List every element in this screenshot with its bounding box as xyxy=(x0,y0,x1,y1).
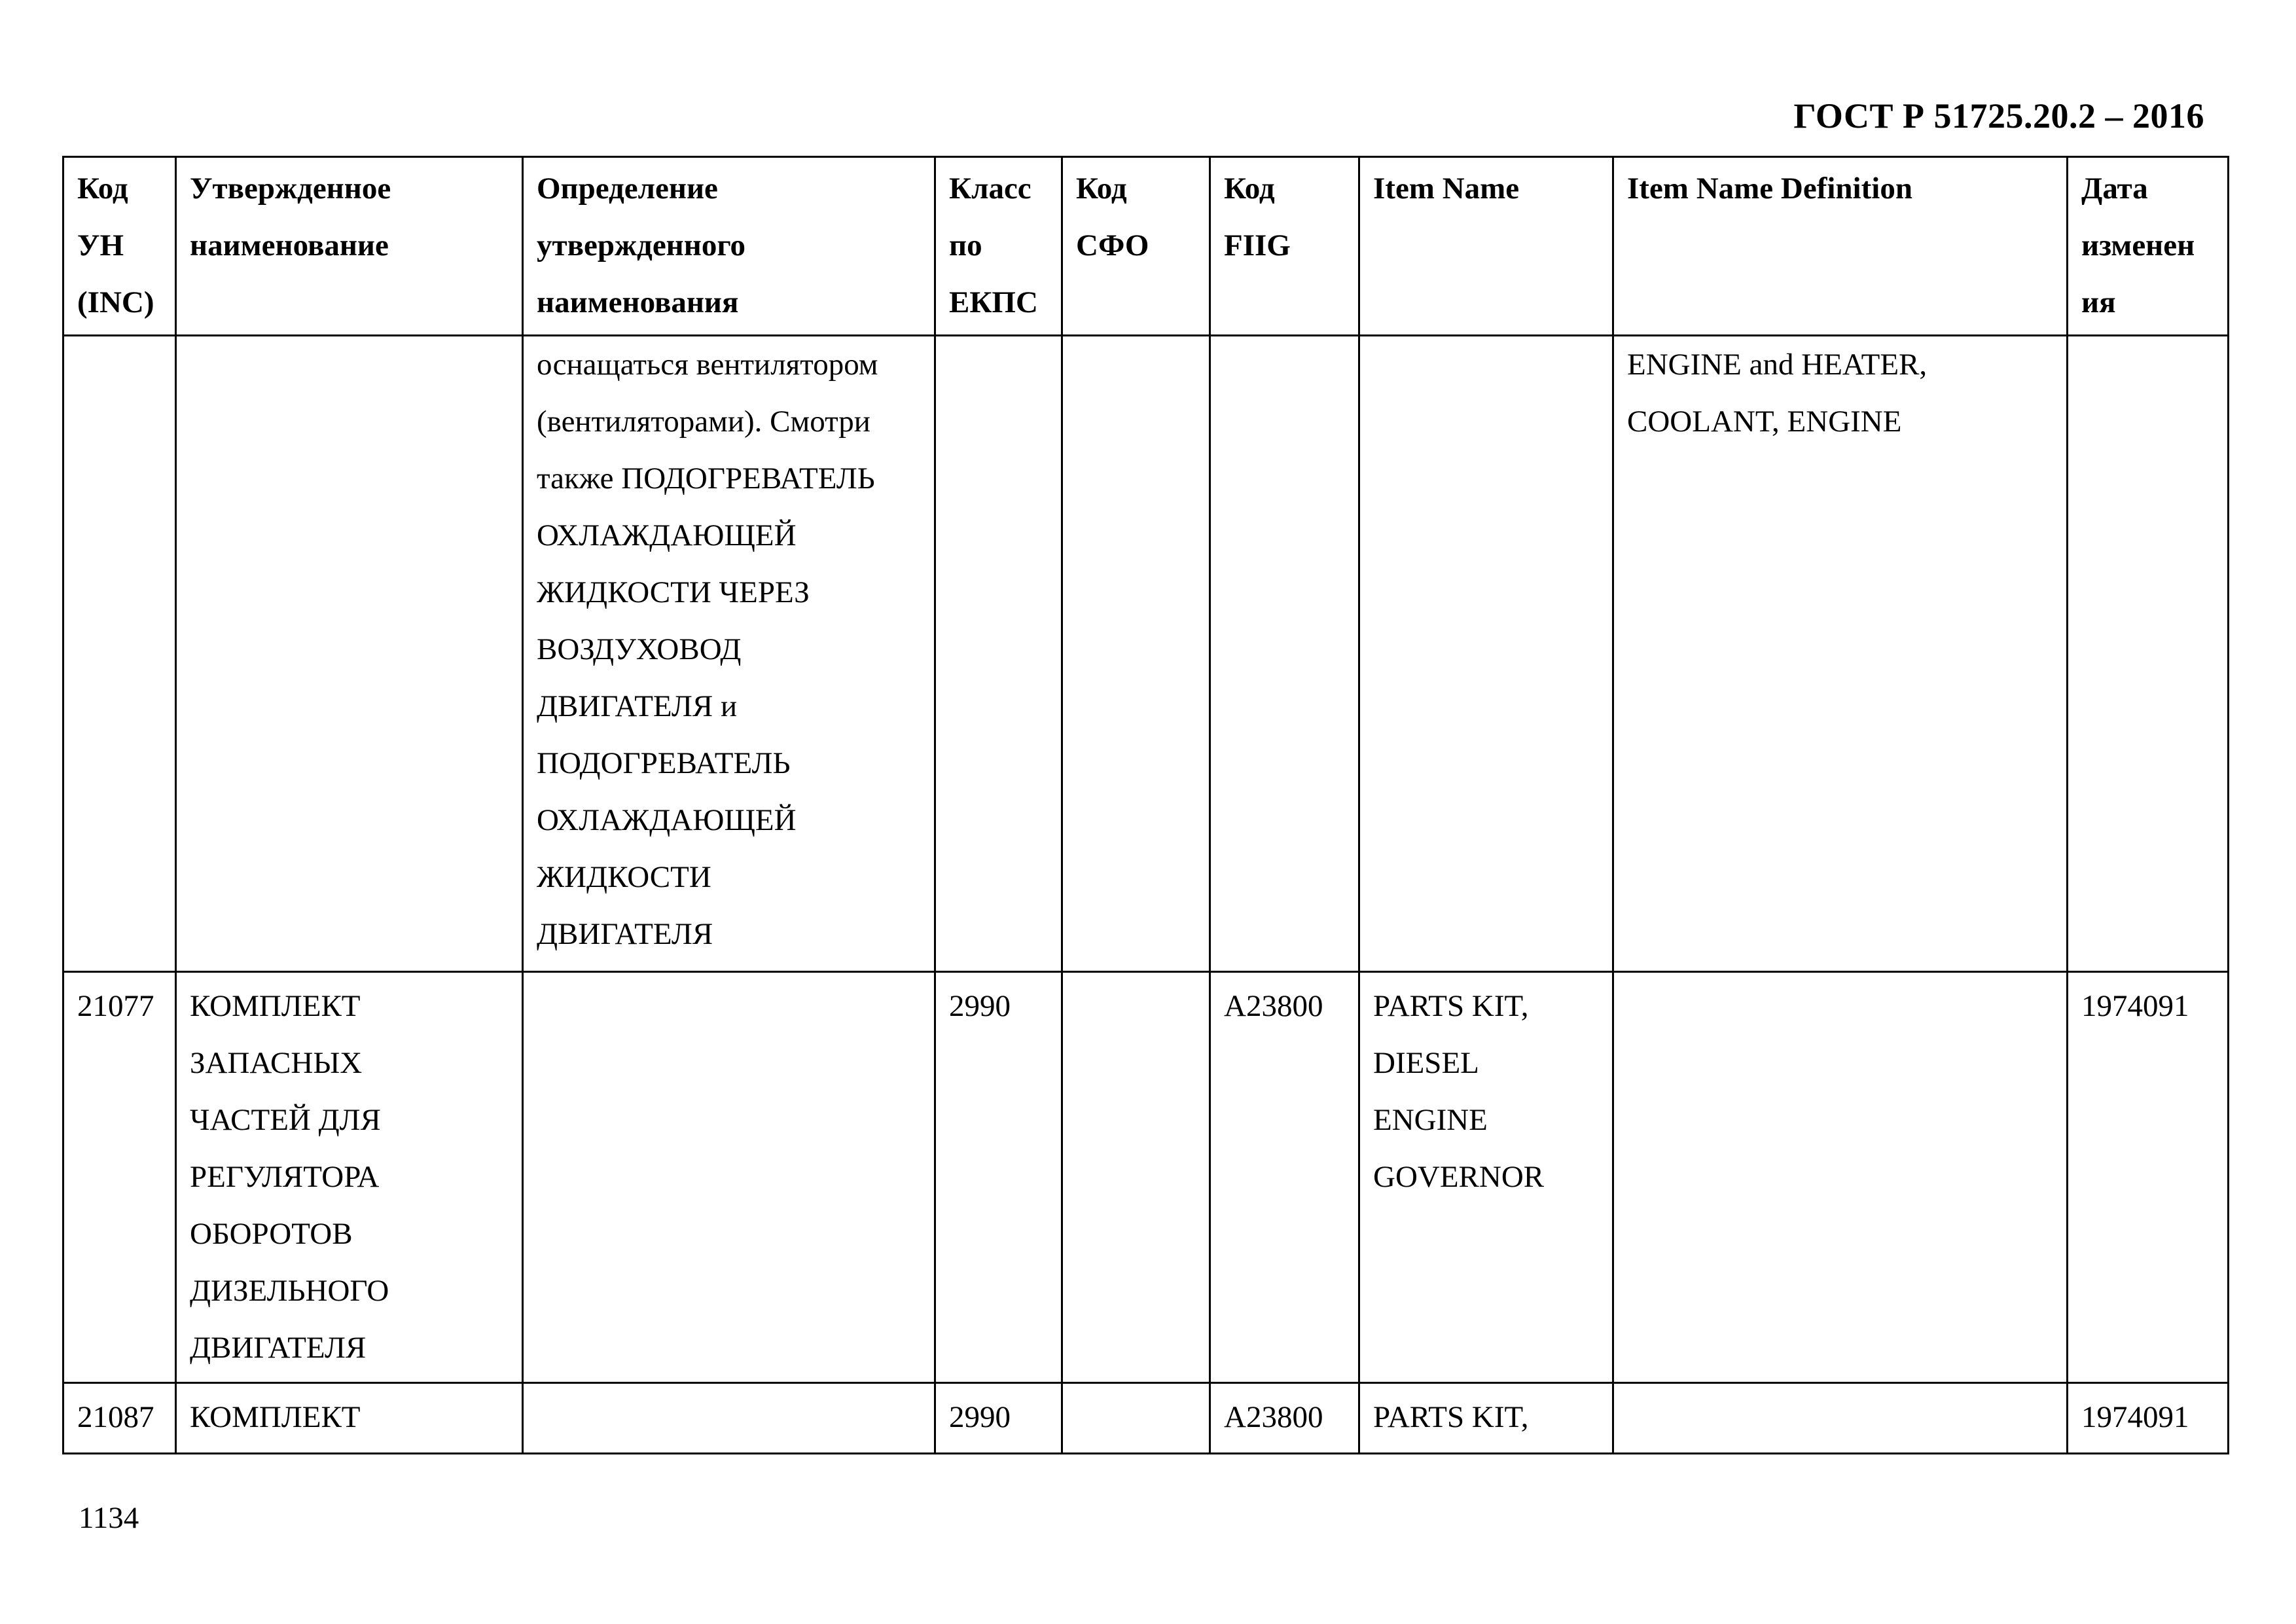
cell-change-date: 1974091 xyxy=(2068,1383,2229,1454)
cell-sfo-code xyxy=(1062,336,1210,972)
cell-sfo-code xyxy=(1062,1383,1210,1454)
header-change-date: Дата изменен ия xyxy=(2068,157,2229,336)
cell-item-name-definition xyxy=(1613,972,2068,1383)
cell-ekps-class: 2990 xyxy=(935,1383,1062,1454)
cell-fiig-code: A23800 xyxy=(1210,972,1359,1383)
cell-change-date xyxy=(2068,336,2229,972)
cell-change-date: 1974091 xyxy=(2068,972,2229,1383)
cell-approved-name: КОМПЛЕКТ xyxy=(176,1383,523,1454)
cell-fiig-code xyxy=(1210,336,1359,972)
cell-approved-name xyxy=(176,336,523,972)
cell-fiig-code: A23800 xyxy=(1210,1383,1359,1454)
cell-approved-name: КОМПЛЕКТ ЗАПАСНЫХ ЧАСТЕЙ ДЛЯ РЕГУЛЯТОРА ОБОРОТОВ ДИЗЕЛЬНОГО ДВИГАТЕЛЯ xyxy=(176,972,523,1383)
header-ekps-class: Класс по ЕКПС xyxy=(935,157,1062,336)
cell-name-definition xyxy=(523,1383,935,1454)
standard-title: ГОСТ Р 51725.20.2 – 2016 xyxy=(1793,96,2204,135)
table-header-row xyxy=(63,157,2229,336)
header-inc-code: Код УН (INC) xyxy=(63,157,176,336)
cell-inc-code: 21087 xyxy=(63,1383,176,1454)
header-approved-name: Утвержденное наименование xyxy=(176,157,523,336)
cell-name-definition: оснащаться вентилятором (вентиляторами). Смотри также ПОДОГРЕВАТЕЛЬ ОХЛАЖДАЮЩЕЙ ЖИДКОСТИ ЧЕРЕЗ ВОЗДУХОВОД ДВИГАТЕЛЯ и ПОДОГРЕВАТЕЛЬ ОХЛАЖДАЮЩЕЙ ЖИДКОСТИ ДВИГАТЕЛЯ xyxy=(523,336,935,972)
header-item-name-definition: Item Name Definition xyxy=(1613,157,2068,336)
cell-inc-code xyxy=(63,336,176,972)
header-fiig-code: Код FIIG xyxy=(1210,157,1359,336)
cell-ekps-class: 2990 xyxy=(935,972,1062,1383)
header-name-definition: Определение утвержденного наименования xyxy=(523,157,935,336)
cell-sfo-code xyxy=(1062,972,1210,1383)
cell-item-name: PARTS KIT, xyxy=(1359,1383,1613,1454)
header-item-name: Item Name xyxy=(1359,157,1613,336)
cell-inc-code: 21077 xyxy=(63,972,176,1383)
header-sfo-code: Код СФО xyxy=(1062,157,1210,336)
table-row xyxy=(63,972,2229,1383)
cell-item-name: PARTS KIT, DIESEL ENGINE GOVERNOR xyxy=(1359,972,1613,1383)
cell-item-name xyxy=(1359,336,1613,972)
cell-ekps-class xyxy=(935,336,1062,972)
page-number: 1134 xyxy=(79,1501,139,1535)
table-row xyxy=(63,336,2229,972)
cell-item-name-definition xyxy=(1613,1383,2068,1454)
cell-item-name-definition: ENGINE and HEATER, COOLANT, ENGINE xyxy=(1613,336,2068,972)
table-row xyxy=(63,1383,2229,1454)
cell-name-definition xyxy=(523,972,935,1383)
items-table xyxy=(62,156,2229,1454)
